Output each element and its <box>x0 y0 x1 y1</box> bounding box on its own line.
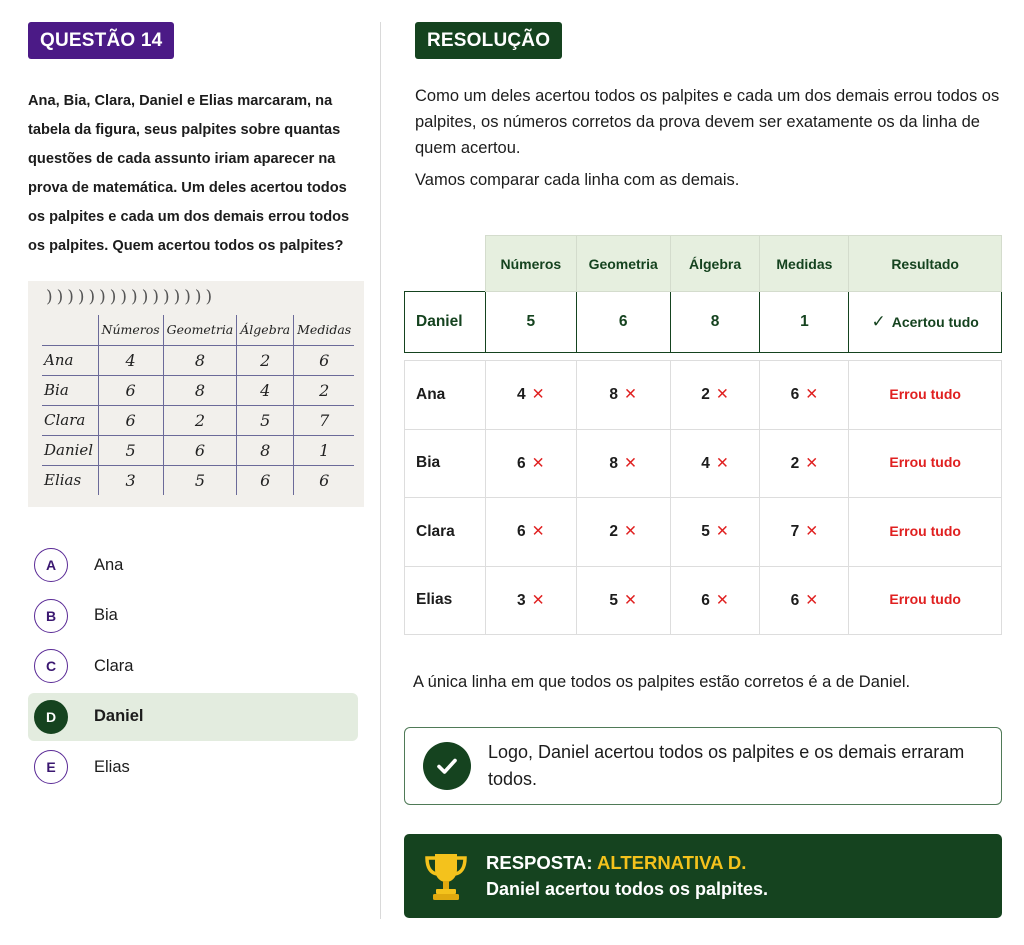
value-text: 8 <box>609 454 618 472</box>
notebook-row <box>42 465 354 495</box>
value-text: 6 <box>790 386 800 404</box>
wrong-icon: ✕ <box>624 454 637 472</box>
result-text: Errou tudo <box>889 385 961 402</box>
result-text: Errou tudo <box>889 454 961 471</box>
option-label: Bia <box>94 606 118 624</box>
notebook-cell: 8 <box>163 375 237 405</box>
row-value <box>485 498 576 567</box>
row-value: 5 <box>485 292 576 353</box>
answer-alternative: ALTERNATIVA D. <box>597 852 747 873</box>
row-value <box>485 429 576 498</box>
result-text: Errou tudo <box>889 522 961 539</box>
option-d-selected[interactable] <box>28 693 358 741</box>
row-result <box>849 566 1002 635</box>
value-text: 4 <box>701 454 710 472</box>
row-result <box>849 361 1002 430</box>
value-text: 4 <box>517 386 526 404</box>
value-text: 2 <box>609 523 618 541</box>
row-name: Elias <box>405 566 486 635</box>
notebook-spiral: )))))))))))))))) <box>46 287 217 307</box>
comparison-row <box>405 361 1002 430</box>
question-tag: QUESTÃO 14 <box>28 22 174 59</box>
row-name: Daniel <box>405 292 486 353</box>
option-b[interactable] <box>28 592 358 640</box>
wrong-icon: ✕ <box>715 454 729 472</box>
notebook-row <box>42 405 354 435</box>
wrong-icon: ✕ <box>805 591 819 609</box>
wrong-icon: ✕ <box>531 591 545 609</box>
answer-options <box>28 541 364 791</box>
notebook-table <box>42 315 354 495</box>
row-gap <box>405 353 1002 361</box>
summary-text: Logo, Daniel acertou todos os palpites e os demais erraram todos. <box>488 742 965 789</box>
value-text: 6 <box>517 454 526 472</box>
answer-text <box>486 852 768 900</box>
row-value <box>576 498 670 567</box>
row-value <box>670 361 760 430</box>
comparison-header-cell: Números <box>485 236 576 292</box>
notebook-cell: 3 <box>98 465 163 495</box>
notebook-cell: Ana <box>42 345 98 375</box>
value-text: 2 <box>701 386 710 404</box>
value-text: 6 <box>517 523 526 541</box>
wrong-icon: ✕ <box>531 454 545 472</box>
trophy-icon <box>422 849 470 903</box>
question-panel <box>28 22 364 794</box>
row-result <box>849 498 1002 567</box>
row-value <box>576 429 670 498</box>
notebook-cell: 6 <box>98 405 163 435</box>
row-value <box>670 566 760 635</box>
notebook-cell: 6 <box>237 465 294 495</box>
wrong-icon: ✕ <box>624 523 637 541</box>
row-name: Clara <box>405 498 486 567</box>
notebook-cell: Daniel <box>42 435 98 465</box>
wrong-icon: ✕ <box>624 591 637 609</box>
wrong-icon: ✕ <box>805 386 819 404</box>
notebook-cell: 6 <box>294 465 355 495</box>
row-value <box>760 498 849 567</box>
option-label: Ana <box>94 555 124 574</box>
result-text: Acertou tudo <box>891 314 979 330</box>
notebook-row <box>42 345 354 375</box>
option-letter-badge: D <box>34 700 68 734</box>
notebook-cell: Elias <box>44 471 82 490</box>
notebook-cell: 5 <box>98 435 163 465</box>
comparison-header-cell: Álgebra <box>670 236 760 292</box>
wrong-icon: ✕ <box>715 523 729 541</box>
answer-prefix: RESPOSTA: <box>486 852 593 873</box>
notebook-cell: 6 <box>163 435 237 465</box>
value-text: 8 <box>609 386 618 404</box>
comparison-row-correct <box>405 292 1002 353</box>
option-label: Elias <box>94 757 130 776</box>
notebook-cell: 8 <box>237 435 294 465</box>
notebook-header-cell: Geometria <box>163 315 237 345</box>
row-value <box>760 566 849 635</box>
answer-banner <box>404 834 1002 918</box>
conclusion-text: A única linha em que todos os palpites estão corretos é a de Daniel. <box>413 673 911 691</box>
option-c[interactable] <box>28 642 358 690</box>
answer-detail: Daniel acertou todos os palpites. <box>486 879 769 899</box>
option-label: Daniel <box>94 707 144 725</box>
value-text: 5 <box>609 591 618 609</box>
wrong-icon: ✕ <box>531 523 545 541</box>
wrong-icon: ✕ <box>531 386 545 404</box>
comparison-header-cell: Medidas <box>760 236 849 292</box>
row-value <box>576 361 670 430</box>
option-letter-badge: A <box>34 548 68 582</box>
answer-heading <box>486 852 768 874</box>
row-value <box>760 361 849 430</box>
resolution-panel <box>404 22 1002 899</box>
row-value <box>670 429 760 498</box>
row-value <box>670 498 760 567</box>
check-icon: ✓ <box>871 312 886 331</box>
column-divider <box>380 22 381 919</box>
resolution-paragraph-1: Como um deles acertou todos os palpites e cada um dos demais errou todos os palpites, os números corretos da prova devem ser exatamente os da linha de quem acertou. <box>415 87 1000 157</box>
notebook-cell: 5 <box>163 465 237 495</box>
value-text: 3 <box>517 591 526 609</box>
notebook-cell: 2 <box>294 375 355 405</box>
option-letter-badge: C <box>34 649 68 683</box>
notebook-cell: 2 <box>163 405 237 435</box>
resolution-tag: RESOLUÇÃO <box>415 22 562 59</box>
notebook-cell: Bia <box>42 375 98 405</box>
notebook-cell: 8 <box>163 345 237 375</box>
option-label: Clara <box>94 656 134 675</box>
row-value <box>760 429 849 498</box>
notebook-header-row <box>42 315 354 345</box>
notebook-cell: 2 <box>237 345 294 375</box>
notebook-cell: 5 <box>237 405 294 435</box>
notebook-cell: 6 <box>294 345 355 375</box>
notebook-cell: 1 <box>294 435 355 465</box>
row-result <box>849 292 1002 353</box>
comparison-header-empty <box>405 236 486 292</box>
comparison-header-cell: Geometria <box>576 236 670 292</box>
wrong-icon: ✕ <box>715 591 729 609</box>
notebook-row <box>42 375 354 405</box>
row-value: 8 <box>670 292 760 353</box>
comparison-header-row <box>405 236 1002 292</box>
comparison-row <box>405 566 1002 635</box>
row-name: Bia <box>405 429 486 498</box>
row-value <box>576 566 670 635</box>
notebook-cell: 4 <box>237 375 294 405</box>
value-text: 7 <box>790 523 800 541</box>
notebook-row <box>42 435 354 465</box>
wrong-icon: ✕ <box>805 454 819 472</box>
row-value: 1 <box>760 292 849 353</box>
option-a[interactable] <box>28 541 358 589</box>
notebook-header-cell <box>42 315 98 345</box>
comparison-table <box>404 235 1002 635</box>
comparison-row <box>405 429 1002 498</box>
check-circle-icon <box>423 742 471 790</box>
option-letter-badge: B <box>34 599 68 633</box>
row-value <box>485 361 576 430</box>
option-e[interactable] <box>28 743 358 791</box>
value-text: 6 <box>701 591 710 609</box>
resolution-paragraph-2: Vamos comparar cada linha com as demais. <box>415 171 740 189</box>
notebook-figure <box>28 281 364 507</box>
value-text: 6 <box>790 591 800 609</box>
notebook-cell: 6 <box>98 375 163 405</box>
notebook-cell: 4 <box>98 345 163 375</box>
wrong-icon: ✕ <box>715 386 729 404</box>
row-value <box>485 566 576 635</box>
result-text: Errou tudo <box>889 591 961 608</box>
notebook-header-cell: Álgebra <box>237 315 294 345</box>
value-text: 5 <box>701 523 710 541</box>
value-text: 2 <box>790 454 800 472</box>
row-value: 6 <box>576 292 670 353</box>
notebook-header-cell: Números <box>98 315 163 345</box>
wrong-icon: ✕ <box>624 386 637 404</box>
notebook-header-cell: Medidas <box>294 315 355 345</box>
row-name: Ana <box>405 361 486 430</box>
notebook-cell: 7 <box>294 405 355 435</box>
comparison-header-cell: Resultado <box>849 236 1002 292</box>
summary-box <box>404 727 1002 805</box>
row-result <box>849 429 1002 498</box>
notebook-cell: Clara <box>42 405 98 435</box>
comparison-row <box>405 498 1002 567</box>
wrong-icon: ✕ <box>805 523 819 541</box>
question-text: Ana, Bia, Clara, Daniel e Elias marcaram, na tabela da figura, seus palpites sobre quantas questões de cada assunto iriam aparecer na prova de matemática. Um deles acertou todos os palpites e cada um dos demais errou todos os palpites. Quem acertou todos os palpites? <box>28 93 350 254</box>
option-letter-badge: E <box>34 750 68 784</box>
